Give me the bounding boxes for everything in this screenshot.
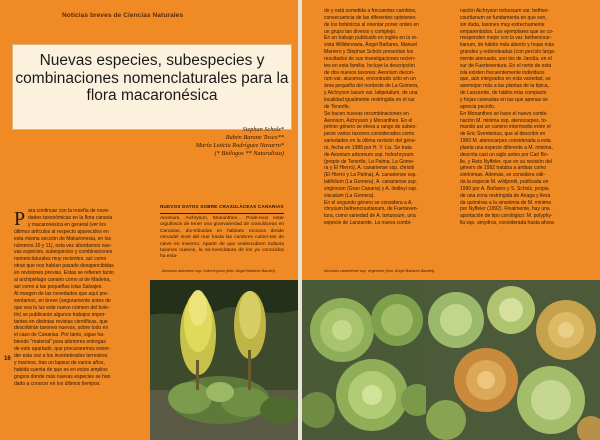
intro-text-line: esta misma sección de Makaronesia, en los <box>14 235 111 242</box>
intro-text-line: que vea la luz este nuevo número del bole- <box>14 304 110 311</box>
intro-text-line: últimos artículos al respecto aparecidos en <box>14 228 109 235</box>
intro-text <box>14 208 154 388</box>
column-4-line: aportación de tipo corológico: M. polyphy- <box>460 213 553 220</box>
column-3-line: consecuencia de las diferentes opiniones <box>324 14 416 21</box>
column-3-line: virgineum (Gran Canaria) y A. lindleyi ssp. <box>324 185 418 192</box>
column-4-line: courtianum se fundamenta en que son, <box>460 14 547 21</box>
sidebar-text-line: del nivel del mar hasta las cumbres cubier- <box>171 235 270 241</box>
column-3-line: primer género se eleva a rango de subes- <box>324 124 417 131</box>
column-3-line: ra y El Hierro), A. canariense ssp. christii <box>324 165 415 172</box>
column-3-line: tes en esta familia. Incluye la descripción <box>324 62 415 69</box>
intro-text-line: otras que nos habían pasado desapercibidas <box>14 263 114 270</box>
author-1: Stephan Scholz* <box>242 126 284 133</box>
column-4-line: de una zona restringida de Anaga y lleva <box>460 192 551 199</box>
photo-aeonium-arboreum <box>150 280 298 440</box>
author-affiliation: (* Biólogos ** Naturalista) <box>214 150 284 157</box>
column-4-line: por Nyffeler (1992). Finalmente, hay una <box>460 206 550 213</box>
sidebar-rule <box>160 213 284 214</box>
column-4-line: que, aún integrados en esta variedad, se <box>460 76 551 83</box>
column-4-line: aprecia pecíolo. <box>460 103 496 110</box>
column-3-line: de Tenerife. <box>324 103 351 110</box>
column-3-line: de Aeonium arboreum ssp. holochrysum <box>324 151 414 158</box>
column-4-line: da la especie M. wildpretii, publicada en <box>460 179 549 186</box>
intro-text-line: en revisiones previas. Estas se refieren tanto <box>14 270 114 277</box>
sidebar-text-line: menclatura de los ya conocidos ha esta- <box>160 248 284 260</box>
column-4 <box>460 8 590 227</box>
column-3-line: resultados de sus investigaciones recien- <box>324 55 416 62</box>
sidebar-text-line: tas de nieve en invierno. Aparte de que se <box>160 235 284 247</box>
column-4-line: nación M. minima ssp. atenocarpes, to- <box>460 117 548 124</box>
column-3-line: (El Hierro y La Palma), A. canariense ssp. <box>324 172 417 179</box>
intro-text-line: ara continuar con la reseña de nove- <box>28 208 110 214</box>
intro-text-line: tín) se publicarán algunos trabajos impor- <box>14 311 106 318</box>
column-4-line: emparentados. Los ejemplares que se co- <box>460 28 554 35</box>
column-4-line: de Lanzarote, de hábito más compacto <box>460 90 547 97</box>
section-label: Noticias breves de Ciencias Naturales <box>62 12 184 19</box>
column-3-line: área pequeña del nordeste de La Gomera, <box>324 83 419 90</box>
intro-text-line: dado a conocer en los últimos tiempos. <box>14 380 101 387</box>
column-3-line: pecie varios taxones considerados como <box>324 131 415 138</box>
column-3-line: un grupo tan diverso y complejo. <box>324 28 397 35</box>
intro-text-line: así como a las pequeñas islas Salvajes. <box>14 283 103 290</box>
column-4-line: En Monanthes se hace el nuevo combi- <box>460 110 548 117</box>
author-2: Rubén Barone Tosco** <box>225 134 284 141</box>
column-4-line: da quiméras a la sinonimia de M. minima <box>460 199 551 206</box>
column-4-line: y hojas cuneadas en las que apenas se <box>460 96 548 103</box>
intro-text-line: tantes en distintas revistas científicas, que <box>14 318 108 325</box>
column-4-line: isla existen frecuentemente individuos <box>460 69 545 76</box>
column-3-line: localidad igualmente restringida en el sur <box>324 96 415 103</box>
intro-text-line: y macaronésica en general (ver los <box>28 221 106 228</box>
intro-text-line: habida cuenta de que es en estos amplios <box>14 366 108 373</box>
column-3-line: tura, como variedad de A. tortuosum, una <box>324 213 416 220</box>
column-3-line: vista Willdenowia, Ángel Bañares, Manuel <box>324 42 418 49</box>
intro-text-line: nomenclaturales muy recientes, así como <box>14 256 107 263</box>
column-3-line: Marrero y Stephan Scholz presentan los <box>324 49 414 56</box>
column-3-line: En el segundo género se considera a A. <box>324 199 413 206</box>
intro-text-line: der esta vez a los invertebrados terrestres <box>14 353 108 360</box>
intro-text-line: dades taxonómicas en la flora canaria <box>28 214 113 221</box>
column-4-line: nación Aichryson tortuosum var. bethen- <box>460 8 550 14</box>
article-title: Nuevas especies, subespecies y combinaciones nomenclaturales para la flora macaronésica <box>15 52 289 104</box>
column-4-line: grandes y redondeadas (con pecíolo larga- <box>460 49 556 56</box>
sidebar-text-line: descubren todavía taxones nuevos, la no- <box>160 241 284 254</box>
column-4-line: tianum, de hábito más abierto y hojas más <box>460 42 554 49</box>
column-3-line: variedades en la última revisión del géne- <box>324 138 417 145</box>
photo-caption-left: Aeonium arboreum ssp. holochrysum (foto: Ángel Bañares Baudet). <box>162 269 276 273</box>
column-3-line: especie de Lanzarote. La nueva combi- <box>324 220 412 227</box>
column-3-line: de dos nuevos taxones: Aeonium decori- <box>324 69 415 76</box>
photo-caption-right: Aeonium canariense ssp. virgineum (foto: Ángel Bañares Baudet). <box>324 269 436 273</box>
column-4-line: descrita casi un siglo antes por Carl Bo- <box>460 151 549 158</box>
column-4-line: rresponden mejor con la var. bethencour- <box>460 35 552 42</box>
column-3-line: latifolium (La Gomera), A. canariense ssp. <box>324 179 418 186</box>
intro-text-line: sentamos, en breve (seguramente antes de <box>14 297 111 304</box>
column-4-line: lla ssp. amydros, considerada hasta ahora <box>460 220 554 227</box>
column-3-line: En un trabajo publicado en inglés en la re- <box>324 35 418 42</box>
intro-text-line: describirán taxones nuevos, sobre todo en <box>14 325 109 332</box>
column-3-line: de los botánicos al orientar poner orden en <box>324 21 420 28</box>
column-4-line: mente atenuado, son los de Jandía, en el <box>460 55 552 62</box>
column-3-line: ro, fecha en 1989 por H. Y. Liu. Se trata <box>324 144 412 151</box>
column-3-line: rum var. alucense, encontrado sólo en un <box>324 76 416 83</box>
plant-photo <box>150 280 298 440</box>
column-4-line: planta una especie diferente a M. minima, <box>460 144 553 151</box>
sidebar-text <box>160 216 284 261</box>
intro-text-line: grupos donde más nuevas especies se han <box>14 373 111 380</box>
page-number-left: 16 <box>4 356 11 362</box>
intro-text-line: números 10 y 11), esta vez abordamos nue- <box>14 242 112 249</box>
sidebar-heading: NUEVOS DATOS SOBRE CRASULÁCEAS CANARIAS <box>160 204 284 209</box>
sidebar-text-line: Aeonium, Aichryson, Monanthes... Pode- <box>160 216 260 221</box>
drop-cap: P <box>14 208 26 230</box>
intro-text-line: de este apartado, que procuraremos exten- <box>14 346 111 353</box>
column-3-line: do y está sometida a frecuentes cambios, <box>324 8 417 14</box>
column-3-line: (propio de Tenerife, La Palma, La Gome- <box>324 158 415 165</box>
column-3-line: Se hacen nuevas recombinaciones en <box>324 110 409 117</box>
left-page <box>0 0 298 440</box>
plant-photo <box>426 280 600 440</box>
column-4-line: sin duda, taxones muy estrechamente <box>460 21 545 28</box>
authors-block <box>150 126 284 158</box>
column-4-line: 1960 M. atenocarpes considerada a esta <box>460 138 551 145</box>
intro-text-line: al archipiélago canario como al de Madeira, <box>14 277 111 284</box>
intro-text-line: Al margen de las novedades que aquí pre- <box>14 290 109 297</box>
column-4-line: sur de Fuerteventura. En el norte de esta <box>460 62 552 69</box>
photo-aeonium-rosettes <box>426 280 600 440</box>
column-3-line: chrysum bethencourtianum, de Fuerteven- <box>324 206 419 213</box>
column-4-line: mando así un camino intermedio entre el <box>460 124 551 131</box>
intro-text-line: el caso de Canarias. Por tanto, sigue ha- <box>14 332 105 339</box>
plant-photo <box>302 280 426 440</box>
column-3-line: Aeonium, Aichryson y Monanthes. En el <box>324 117 413 124</box>
intro-text-line: biendo "material" para ulteriores entregas <box>14 339 106 346</box>
sidebar-text-line: mos estar orgullosos de tener una gran <box>160 216 284 228</box>
intro-text-line: vas especies, subespecies y combinaciones <box>14 249 113 256</box>
column-4-line: lle, y Reto Nyffeler, que en su revisión del <box>460 158 552 165</box>
column-4-line: asemejan más a las plantas de la típica, <box>460 83 549 90</box>
sidebar-text-line: variedad de crasuláceas en Canarias, dis- <box>160 222 285 234</box>
intro-text-line: y marinos, tras un lapsus de varios años, <box>14 359 105 366</box>
column-4-line: género de 1992 trataba a ambas como <box>460 165 547 172</box>
sidebar-text-line: tribuidas en hábitats rocosos desde cerca <box>160 228 284 241</box>
column-4-line: de Eric Sventenius, que al describir en <box>460 131 546 138</box>
column-3 <box>324 8 456 227</box>
column-3-line: y Aichryson laxum var. latipetalum, de una <box>324 90 418 97</box>
column-4-line: 1990 por A. Bañares y S. Scholz, propia <box>460 185 549 192</box>
column-3-line: viscatum (La Gomera). <box>324 192 375 199</box>
column-4-line: sinónimas. Además, se considera váli- <box>460 172 546 179</box>
photo-aeonium-canariense <box>302 280 426 440</box>
author-3: María Leticia Rodríguez Navarro* <box>195 142 284 149</box>
